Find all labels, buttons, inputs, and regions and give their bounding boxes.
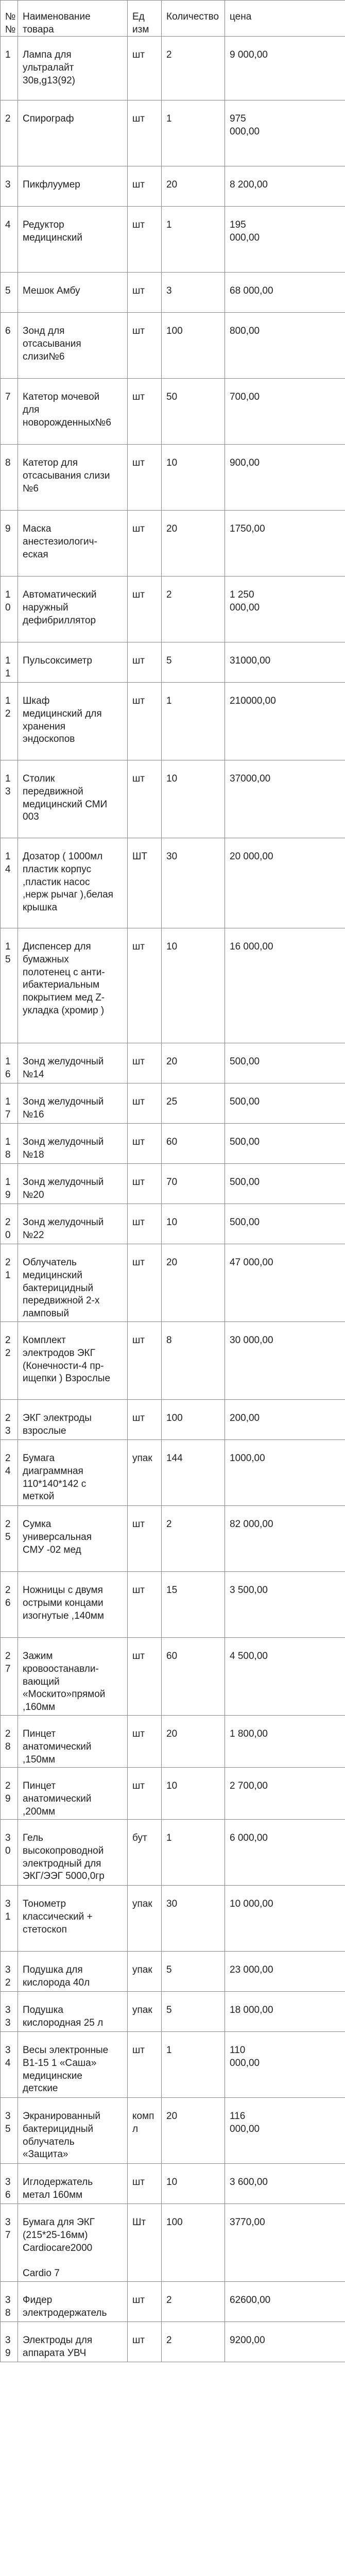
cell-price: 210000,00 [225, 683, 345, 760]
cell-price: 3770,00 [225, 2204, 345, 2282]
cell-item-name: Автоматический наружный дефибриллятор [18, 577, 128, 642]
cell-num: 29 [1, 1768, 18, 1820]
cell-price: 1 250 000,00 [225, 577, 345, 642]
cell-unit: шт [128, 37, 162, 100]
cell-item-name: Пинцет анатомический ,150мм [18, 1716, 128, 1768]
cell-qty: 70 [162, 1164, 225, 1204]
cell-price: 200,00 [225, 1400, 345, 1440]
cell-item-name: Пикфлуумер [18, 166, 128, 207]
cell-price: 116 000,00 [225, 2098, 345, 2164]
cell-price: 500,00 [225, 1043, 345, 1083]
cell-unit: шт [128, 1400, 162, 1440]
cell-price: 23 000,00 [225, 1952, 345, 1992]
cell-num: 35 [1, 2098, 18, 2164]
cell-qty: 60 [162, 1638, 225, 1716]
cell-unit: шт [128, 1322, 162, 1400]
cell-price: 8 200,00 [225, 166, 345, 207]
cell-item-name: Мешок Амбу [18, 273, 128, 313]
cell-num: 4 [1, 207, 18, 273]
cell-unit: ШТ [128, 838, 162, 928]
cell-item-name: Экранированный бактерицидный облучатель «Защита» [18, 2098, 128, 2164]
cell-num: 3 [1, 166, 18, 207]
cell-item-name: Гель высокопроводной электродный для ЭКГ/ЭЭГ 5000,0гр [18, 1820, 128, 1886]
cell-qty: 20 [162, 2098, 225, 2164]
cell-unit: шт [128, 928, 162, 1043]
cell-num: 20 [1, 1204, 18, 1244]
table-row [1, 1886, 345, 1952]
cell-num: 39 [1, 2322, 18, 2362]
table-row [1, 2322, 345, 2362]
table-row [1, 1952, 345, 1992]
cell-qty: 1 [162, 207, 225, 273]
table-row [1, 1164, 345, 1204]
cell-item-name: Диспенсер для бумажных полотенец с анти- ибактериальным покрытием мед Z- укладка (хромир ) [18, 928, 128, 1043]
cell-item-name: Подушка кислородная 25 л [18, 1992, 128, 2032]
cell-num: 16 [1, 1043, 18, 1083]
cell-unit: шт [128, 1083, 162, 1124]
cell-num: 9 [1, 511, 18, 577]
cell-qty: 20 [162, 1244, 225, 1322]
cell-qty: 10 [162, 1204, 225, 1244]
cell-qty: 3 [162, 273, 225, 313]
cell-unit: шт [128, 1768, 162, 1820]
cell-num: 13 [1, 760, 18, 838]
cell-unit: шт [128, 1244, 162, 1322]
cell-unit: шт [128, 760, 162, 838]
cell-price: 500,00 [225, 1164, 345, 1204]
cell-qty: 10 [162, 445, 225, 511]
cell-price: 500,00 [225, 1204, 345, 1244]
cell-num: 8 [1, 445, 18, 511]
table-row [1, 1440, 345, 1506]
cell-num: 30 [1, 1820, 18, 1886]
cell-num: 26 [1, 1572, 18, 1638]
cell-item-name: Редуктор медицинский [18, 207, 128, 273]
cell-qty: 5 [162, 1952, 225, 1992]
cell-price: 4 500,00 [225, 1638, 345, 1716]
cell-price: 62600,00 [225, 2282, 345, 2322]
cell-item-name: Тонометр классический + стетоскоп [18, 1886, 128, 1952]
table-row [1, 207, 345, 273]
cell-unit: шт [128, 1638, 162, 1716]
table-row [1, 1083, 345, 1124]
cell-unit: шт [128, 1164, 162, 1204]
cell-unit: шт [128, 1043, 162, 1083]
cell-unit: шт [128, 1506, 162, 1572]
table-row [1, 1400, 345, 1440]
cell-item-name: Пинцет анатомический ,200мм [18, 1768, 128, 1820]
table-row [1, 1992, 345, 2032]
table-row [1, 100, 345, 166]
table-row [1, 683, 345, 760]
cell-item-name: Шкаф медицинский для хранения эндоскопов [18, 683, 128, 760]
cell-price: 10 000,00 [225, 1886, 345, 1952]
cell-unit: шт [128, 100, 162, 166]
cell-qty: 144 [162, 1440, 225, 1506]
header-num: № № [1, 1, 18, 37]
cell-num: 22 [1, 1322, 18, 1400]
cell-price: 800,00 [225, 313, 345, 379]
table-row [1, 1204, 345, 1244]
cell-num: 7 [1, 379, 18, 445]
cell-num: 32 [1, 1952, 18, 1992]
cell-item-name: Бумага диаграммная 110*140*142 с меткой [18, 1440, 128, 1506]
cell-price: 900,00 [225, 445, 345, 511]
cell-price: 500,00 [225, 1124, 345, 1164]
cell-unit: упак [128, 1440, 162, 1506]
cell-num: 5 [1, 273, 18, 313]
cell-price: 1750,00 [225, 511, 345, 577]
table-row [1, 511, 345, 577]
cell-qty: 30 [162, 838, 225, 928]
cell-qty: 10 [162, 928, 225, 1043]
cell-qty: 10 [162, 2164, 225, 2204]
cell-item-name: Лампа для ультралайт 30в,g13(92) [18, 37, 128, 100]
cell-item-name: Зонд желудочный №20 [18, 1164, 128, 1204]
table-row [1, 313, 345, 379]
table-row [1, 577, 345, 642]
cell-unit: упак [128, 1992, 162, 2032]
cell-item-name: Катетор мочевой для новорожденных№6 [18, 379, 128, 445]
table-row [1, 1716, 345, 1768]
cell-unit: шт [128, 273, 162, 313]
cell-item-name: Зонд желудочный №22 [18, 1204, 128, 1244]
cell-num: 1 [1, 37, 18, 100]
cell-num: 27 [1, 1638, 18, 1716]
cell-unit: упак [128, 1952, 162, 1992]
cell-price: 975 000,00 [225, 100, 345, 166]
cell-unit: упак [128, 1886, 162, 1952]
cell-price: 82 000,00 [225, 1506, 345, 1572]
table-row [1, 2282, 345, 2322]
cell-price: 1 800,00 [225, 1716, 345, 1768]
table-row [1, 1768, 345, 1820]
cell-item-name: Электроды для аппарата УВЧ [18, 2322, 128, 2362]
cell-qty: 15 [162, 1572, 225, 1638]
cell-item-name: Фидер электродержатель [18, 2282, 128, 2322]
cell-price: 47 000,00 [225, 1244, 345, 1322]
cell-qty: 20 [162, 1043, 225, 1083]
table-row [1, 1244, 345, 1322]
cell-qty: 1 [162, 683, 225, 760]
cell-num: 36 [1, 2164, 18, 2204]
cell-qty: 10 [162, 1768, 225, 1820]
cell-item-name: Ножницы с двумя острыми концами изогнутые ,140мм [18, 1572, 128, 1638]
cell-num: 21 [1, 1244, 18, 1322]
cell-item-name: Пульсоксиметр [18, 642, 128, 683]
cell-qty: 2 [162, 37, 225, 100]
cell-unit: шт [128, 2322, 162, 2362]
cell-price: 31000,00 [225, 642, 345, 683]
cell-unit: шт [128, 1124, 162, 1164]
cell-num: 2 [1, 100, 18, 166]
cell-item-name: Весы электронные В1-15 1 «Саша» медицинские детские [18, 2032, 128, 2098]
table-row [1, 1506, 345, 1572]
table-row [1, 37, 345, 100]
cell-num: 12 [1, 683, 18, 760]
table-row [1, 760, 345, 838]
cell-item-name: Маска анестезиологич- еская [18, 511, 128, 577]
table-header-row [1, 1, 345, 37]
table-row [1, 1322, 345, 1400]
cell-qty: 20 [162, 511, 225, 577]
cell-unit: шт [128, 166, 162, 207]
cell-item-name: Зонд желудочный №18 [18, 1124, 128, 1164]
cell-item-name: Зонд для отсасывания слизи№6 [18, 313, 128, 379]
cell-item-name: Подушка для кислорода 40л [18, 1952, 128, 1992]
cell-item-name: Зонд желудочный №14 [18, 1043, 128, 1083]
table-row [1, 2164, 345, 2204]
table-row [1, 838, 345, 928]
cell-qty: 25 [162, 1083, 225, 1124]
cell-num: 34 [1, 2032, 18, 2098]
cell-unit: шт [128, 642, 162, 683]
cell-unit: шт [128, 577, 162, 642]
cell-num: 10 [1, 577, 18, 642]
cell-price: 195 000,00 [225, 207, 345, 273]
cell-qty: 100 [162, 1400, 225, 1440]
cell-unit: бут [128, 1820, 162, 1886]
cell-price: 6 000,00 [225, 1820, 345, 1886]
cell-price: 3 600,00 [225, 2164, 345, 2204]
cell-unit: шт [128, 1572, 162, 1638]
cell-qty: 2 [162, 1506, 225, 1572]
cell-qty: 2 [162, 2282, 225, 2322]
cell-qty: 100 [162, 2204, 225, 2282]
cell-price: 9200,00 [225, 2322, 345, 2362]
table-row [1, 1638, 345, 1716]
cell-item-name: ЭКГ электроды взрослые [18, 1400, 128, 1440]
cell-qty: 5 [162, 1992, 225, 2032]
cell-price: 110 000,00 [225, 2032, 345, 2098]
cell-qty: 1 [162, 100, 225, 166]
cell-num: 33 [1, 1992, 18, 2032]
header-name: Наименование товара [18, 1, 128, 37]
cell-qty: 10 [162, 760, 225, 838]
cell-price: 500,00 [225, 1083, 345, 1124]
cell-unit: шт [128, 207, 162, 273]
cell-num: 38 [1, 2282, 18, 2322]
cell-unit: шт [128, 1716, 162, 1768]
cell-qty: 1 [162, 2032, 225, 2098]
table-row [1, 2204, 345, 2282]
cell-unit: шт [128, 1204, 162, 1244]
cell-unit: шт [128, 313, 162, 379]
cell-qty: 1 [162, 1820, 225, 1886]
cell-num: 24 [1, 1440, 18, 1506]
cell-item-name: Катетор для отсасывания слизи №6 [18, 445, 128, 511]
table-row [1, 928, 345, 1043]
cell-num: 17 [1, 1083, 18, 1124]
cell-unit: шт [128, 379, 162, 445]
cell-price: 20 000,00 [225, 838, 345, 928]
header-price: цена [225, 1, 345, 37]
table-row [1, 2032, 345, 2098]
cell-num: 18 [1, 1124, 18, 1164]
cell-price: 18 000,00 [225, 1992, 345, 2032]
table-row [1, 1124, 345, 1164]
cell-price: 3 500,00 [225, 1572, 345, 1638]
cell-item-name: Зажим кровоостанавли- вающий «Москито»прямой ,160мм [18, 1638, 128, 1716]
cell-unit: компл [128, 2098, 162, 2164]
table-row [1, 1043, 345, 1083]
table-row [1, 2098, 345, 2164]
cell-unit: шт [128, 511, 162, 577]
table-row [1, 166, 345, 207]
cell-price: 68 000,00 [225, 273, 345, 313]
cell-qty: 30 [162, 1886, 225, 1952]
cell-num: 11 [1, 642, 18, 683]
table-body [1, 37, 345, 2362]
cell-unit: шт [128, 445, 162, 511]
cell-num: 19 [1, 1164, 18, 1204]
cell-qty: 5 [162, 642, 225, 683]
cell-item-name: Бумага для ЭКГ (215*25-16мм) Cardiocare2000 Cardio 7 [18, 2204, 128, 2282]
cell-num: 23 [1, 1400, 18, 1440]
cell-num: 31 [1, 1886, 18, 1952]
cell-item-name: Столик передвижной медицинский СМИ 003 [18, 760, 128, 838]
cell-qty: 60 [162, 1124, 225, 1164]
header-qty: Количество [162, 1, 225, 37]
cell-price: 30 000,00 [225, 1322, 345, 1400]
cell-num: 14 [1, 838, 18, 928]
cell-qty: 20 [162, 1716, 225, 1768]
cell-item-name: Дозатор ( 1000мл пластик корпус ,пластик насос ,нерж рычаг ),белая крышка [18, 838, 128, 928]
cell-qty: 2 [162, 577, 225, 642]
cell-qty: 2 [162, 2322, 225, 2362]
cell-num: 15 [1, 928, 18, 1043]
cell-price: 37000,00 [225, 760, 345, 838]
cell-qty: 100 [162, 313, 225, 379]
cell-item-name: Зонд желудочный №16 [18, 1083, 128, 1124]
table-row [1, 1572, 345, 1638]
cell-item-name: Облучатель медицинский бактерицидный передвижной 2-х ламповый [18, 1244, 128, 1322]
cell-unit: Шт [128, 2204, 162, 2282]
cell-qty: 50 [162, 379, 225, 445]
table-row [1, 273, 345, 313]
cell-price: 2 700,00 [225, 1768, 345, 1820]
cell-item-name: Спирограф [18, 100, 128, 166]
cell-item-name: Иглодержатель метал 160мм [18, 2164, 128, 2204]
table-row [1, 445, 345, 511]
table-row [1, 1820, 345, 1886]
cell-num: 28 [1, 1716, 18, 1768]
cell-num: 6 [1, 313, 18, 379]
cell-qty: 8 [162, 1322, 225, 1400]
cell-unit: шт [128, 683, 162, 760]
cell-price: 1000,00 [225, 1440, 345, 1506]
cell-unit: шт [128, 2164, 162, 2204]
cell-item-name: Сумка универсальная СМУ -02 мед [18, 1506, 128, 1572]
table-row [1, 642, 345, 683]
cell-qty: 20 [162, 166, 225, 207]
cell-price: 16 000,00 [225, 928, 345, 1043]
cell-price: 700,00 [225, 379, 345, 445]
cell-price: 9 000,00 [225, 37, 345, 100]
cell-unit: шт [128, 2282, 162, 2322]
header-unit: Ед изм [128, 1, 162, 37]
cell-num: 25 [1, 1506, 18, 1572]
cell-unit: шт [128, 2032, 162, 2098]
table-row [1, 379, 345, 445]
cell-num: 37 [1, 2204, 18, 2282]
cell-item-name: Комплект электродов ЭКГ (Конечности-4 пр- ищепки ) Взрослые [18, 1322, 128, 1400]
